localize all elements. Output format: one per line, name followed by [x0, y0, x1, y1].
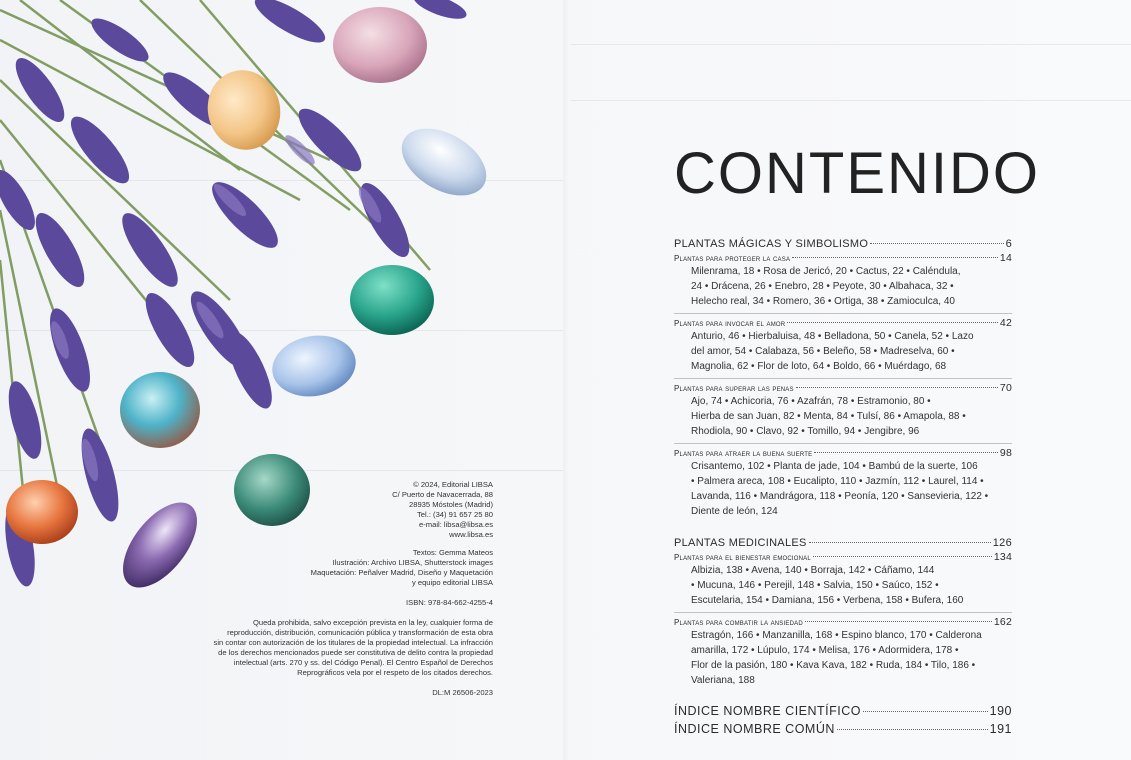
city-line: 28935 Móstoles (Madrid)	[409, 500, 493, 509]
divider	[674, 313, 1012, 314]
toc-entry-items: Albizia, 138 • Avena, 140 • Borraja, 142 • Cáñamo, 144 • Mucuna, 146 • Perejil, 148 • Salvia, 150 • Saúco, 152 • Escutelaria, 154 • Damiana, 156 • Verbena, 158 • Bufera, 160	[691, 565, 964, 606]
website-line: www.libsa.es	[449, 530, 493, 539]
address-line: C/ Puerto de Navacerrada, 88	[392, 490, 493, 499]
toc-entry-emotional[interactable]: Plantas para el bienestar emocional 134	[674, 551, 1012, 563]
credits-block	[180, 480, 493, 698]
phone-line: Tel.: (34) 91 657 25 80	[417, 510, 493, 519]
legal-line: Reprográficos vela por el respeto de los citados derechos.	[297, 668, 493, 677]
legal-line: Queda prohibida, salvo excepción prevista en la ley, cualquier forma de	[252, 618, 493, 627]
isbn: ISBN: 978-84-662-4255-4	[406, 598, 493, 607]
legal-line: reproducción, distribución, comunicación pública y transformación de esta obra	[227, 628, 493, 637]
toc-entry-items: Milenrama, 18 • Rosa de Jericó, 20 • Cactus, 22 • Caléndula, 24 • Drácena, 26 • Enebro, 28 • Peyote, 30 • Albahaca, 32 • Helecho real, 34 • Romero, 36 • Ortiga, 38 • Zamioculca, 40	[691, 266, 961, 307]
toc-entry-items: Ajo, 74 • Achicoria, 76 • Azafrán, 78 • Estramonio, 80 • Hierba de san Juan, 82 • Menta, 84 • Tulsí, 86 • Amapola, 88 • Rhodiola, 90 • Clavo, 92 • Tomillo, 94 • Jengibre, 96	[691, 396, 966, 437]
toc-entry-anxiety[interactable]: Plantas para combatir la ansiedad 162	[674, 616, 1012, 628]
legal-line: sin contar con autorización de los titulares de la propiedad intelectual. La infracción	[213, 638, 493, 647]
legal-notice	[180, 618, 493, 678]
toc-entry-sorrow[interactable]: Plantas para superar las penas 70	[674, 382, 1012, 394]
toc-entry-items: Estragón, 166 • Manzanilla, 168 • Espino blanco, 170 • Calderona amarilla, 172 • Lúpulo, 174 • Melisa, 176 • Adormidera, 178 • Flor de la pasión, 180 • Kava Kava, 182 • Ruda, 184 • Tilo, 186 • Valeriana, 188	[691, 630, 982, 686]
legal-line: de los derechos mencionados puede ser constitutiva de delito contra la propiedad	[218, 648, 493, 657]
page-title: CONTENIDO	[674, 141, 1040, 206]
toc-entry-items: Anturio, 46 • Hierbaluisa, 48 • Belladona, 50 • Canela, 52 • Lazo del amor, 54 • Calabaza, 56 • Beleño, 58 • Madreselva, 60 • Magnolia, 62 • Flor de loto, 64 • Boldo, 66 • Muérdago, 68	[691, 331, 974, 372]
copyright-line: © 2024, Editorial LIBSA	[413, 480, 493, 489]
toc-entry-love[interactable]: Plantas para invocar el amor 42	[674, 317, 1012, 329]
toc-entry-protect-house[interactable]: Plantas para proteger la casa 14	[674, 252, 1012, 264]
email-line: e-mail: libsa@libsa.es	[419, 520, 493, 529]
staff-info	[180, 548, 493, 588]
page-gutter	[563, 0, 569, 760]
legal-line: intelectual (arts. 270 y ss. del Código Penal). El Centro Español de Derechos	[233, 658, 493, 667]
toc-index-common[interactable]: ÍNDICE NOMBRE COMÚN 191	[674, 722, 1012, 736]
divider	[674, 443, 1012, 444]
legal-deposit: DL:M 26506-2023	[432, 688, 493, 697]
illustration-credit: Ilustración: Archivo LIBSA, Shutterstock images	[332, 558, 493, 567]
divider	[674, 378, 1012, 379]
layout-credit-cont: y equipo editorial LIBSA	[411, 578, 493, 587]
toc-section-magic[interactable]: PLANTAS MÁGICAS Y SIMBOLISMO 6	[674, 238, 1012, 250]
toc-section-medicinal[interactable]: PLANTAS MEDICINALES 126	[674, 537, 1012, 549]
table-of-contents	[674, 236, 1012, 736]
publisher-info	[180, 480, 493, 540]
toc-index-scientific[interactable]: ÍNDICE NOMBRE CIENTÍFICO 190	[674, 704, 1012, 718]
layout-credit: Maquetación: Peñalver Madrid, Diseño y Maquetación	[310, 568, 493, 577]
texts-credit: Textos: Gemma Mateos	[412, 548, 493, 557]
toc-entry-items: Crisantemo, 102 • Planta de jade, 104 • Bambú de la suerte, 106 • Palmera areca, 108 • Eucalipto, 110 • Jazmín, 112 • Laurel, 114 • Lavanda, 116 • Mandrágora, 118 • Peonía, 120 • Sansevieria, 122 • Diente de león, 124	[691, 461, 989, 517]
toc-entry-luck[interactable]: Plantas para atraer la buena suerte 98	[674, 447, 1012, 459]
divider	[674, 612, 1012, 613]
